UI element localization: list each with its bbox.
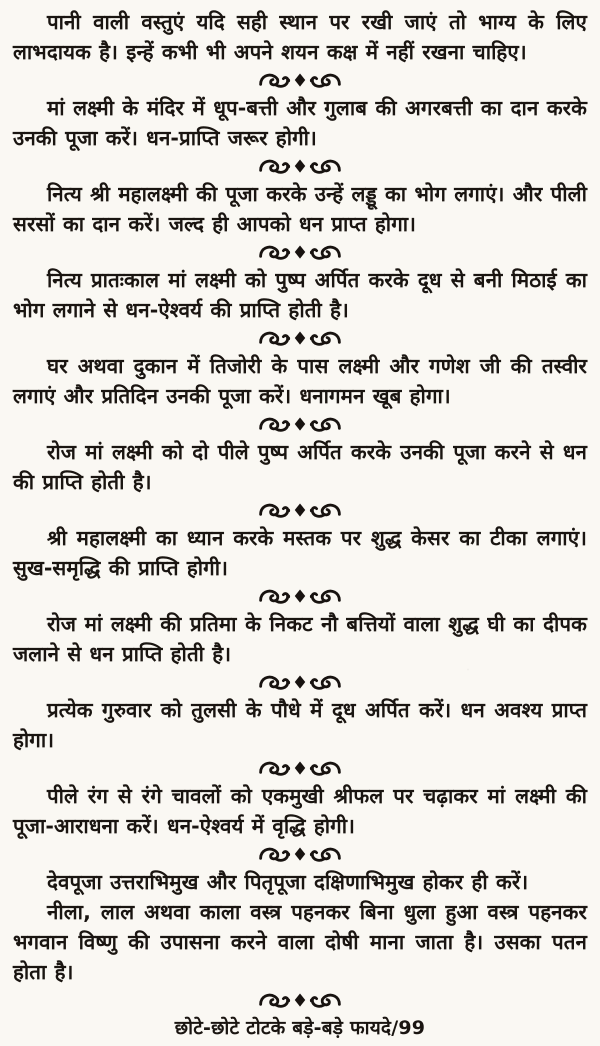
paragraph: नीला, लाल अथवा काला वस्त्र पहनकर बिना धुला हुआ वस्त्र पहनकर भगवान विष्णु की उपासना करने वाला दोषी माना जाता है। उसका पतन होता है।	[13, 900, 587, 984]
right-scroll-ornament	[312, 505, 339, 516]
right-scroll-ornament	[312, 247, 339, 258]
diamond-icon	[295, 761, 306, 774]
paragraph: नित्य श्री महालक्ष्मी की पूजा करके उन्हें लड्डू का भोग लगाएं। और पीली सरसों का दान करें। जल्द ही आपको धन प्राप्त होगा।	[13, 182, 587, 236]
floral-scroll-divider-icon	[258, 990, 342, 1010]
section-divider	[13, 756, 587, 780]
diamond-icon	[295, 417, 306, 430]
section-divider	[13, 670, 587, 694]
paragraph: देवपूजा उत्तराभिमुख और पितृपूजा दक्षिणाभिमुख होकर ही करें।	[47, 870, 529, 894]
left-scroll-ornament	[261, 333, 288, 344]
diamond-icon	[295, 331, 306, 344]
right-scroll-ornament	[312, 849, 339, 860]
floral-scroll-divider-icon	[258, 844, 342, 864]
diamond-icon	[295, 675, 306, 688]
left-scroll-ornament	[261, 849, 288, 860]
left-scroll-ornament	[261, 75, 288, 86]
section-divider	[13, 584, 587, 608]
section-divider	[13, 68, 587, 92]
right-scroll-ornament	[312, 161, 339, 172]
floral-scroll-divider-icon	[258, 242, 342, 262]
floral-scroll-divider-icon	[258, 500, 342, 520]
right-scroll-ornament	[312, 763, 339, 774]
left-scroll-ornament	[261, 161, 288, 172]
right-scroll-ornament	[312, 333, 339, 344]
page-footer	[13, 1014, 587, 1040]
floral-scroll-divider-icon	[258, 70, 342, 90]
section-divider	[13, 240, 587, 264]
paragraph: पानी वाली वस्तुएं यदि सही स्थान पर रखी जाएं तो भाग्य के लिए लाभदायक है। इन्हें कभी भी अपने शयन कक्ष में नहीं रखना चाहिए।	[13, 10, 587, 64]
section-divider	[13, 326, 587, 350]
diamond-icon	[295, 159, 306, 172]
paragraph: नित्य प्रातःकाल मां लक्ष्मी को पुष्प अर्पित करके दूध से बनी मिठाई का भोग लगाने से धन-ऐश्वर्य की प्राप्ति होती है।	[13, 268, 587, 322]
paragraph: प्रत्येक गुरुवार को तुलसी के पौधे में दूध अर्पित करें। धन अवश्य प्राप्त होगा।	[13, 698, 587, 752]
floral-scroll-divider-icon	[258, 586, 342, 606]
section-divider	[13, 842, 587, 866]
section-divider	[13, 498, 587, 522]
right-scroll-ornament	[312, 591, 339, 602]
paragraph: रोज मां लक्ष्मी की प्रतिमा के निकट नौ बत्तियों वाला शुद्ध घी का दीपक जलाने से धन प्राप्ति होती है।	[13, 612, 587, 666]
floral-scroll-divider-icon	[258, 414, 342, 434]
page-text-column	[13, 7, 587, 1013]
section-divider	[13, 988, 587, 1012]
left-scroll-ornament	[261, 505, 288, 516]
right-scroll-ornament	[312, 75, 339, 86]
paragraph: श्री महालक्ष्मी का ध्यान करके मस्तक पर शुद्ध केसर का टीका लगाएं। सुख-समृद्धि की प्राप्ति होगी।	[13, 526, 587, 580]
floral-scroll-divider-icon	[258, 328, 342, 348]
section-divider	[13, 412, 587, 436]
floral-scroll-divider-icon	[258, 156, 342, 176]
paragraph: रोज मां लक्ष्मी को दो पीले पुष्प अर्पित करके उनकी पूजा करने से धन की प्राप्ति होती है।	[13, 440, 587, 494]
diamond-icon	[295, 589, 306, 602]
left-scroll-ornament	[261, 763, 288, 774]
left-scroll-ornament	[261, 247, 288, 258]
floral-scroll-divider-icon	[258, 758, 342, 778]
right-scroll-ornament	[312, 419, 339, 430]
left-scroll-ornament	[261, 677, 288, 688]
floral-scroll-divider-icon	[258, 672, 342, 692]
diamond-icon	[295, 245, 306, 258]
diamond-icon	[295, 503, 306, 516]
right-scroll-ornament	[312, 995, 339, 1006]
diamond-icon	[295, 993, 306, 1006]
left-scroll-ornament	[261, 995, 288, 1006]
paragraph: घर अथवा दुकान में तिजोरी के पास लक्ष्मी और गणेश जी की तस्वीर लगाएं और प्रतिदिन उनकी पूजा करें। धनागमन खूब होगा।	[13, 354, 587, 408]
footer-book-title-and-page-number: छोटे-छोटे टोटके बड़े-बड़े फायदे/99	[174, 1017, 426, 1039]
paragraph: पीले रंग से रंगे चावलों को एकमुखी श्रीफल पर चढ़ाकर मां लक्ष्मी की पूजा-आराधना करें। धन-ऐश्वर्य में वृद्धि होगी।	[13, 784, 587, 838]
right-scroll-ornament	[312, 677, 339, 688]
left-scroll-ornament	[261, 419, 288, 430]
paragraph: मां लक्ष्मी के मंदिर में धूप-बत्ती और गुलाब की अगरबत्ती का दान करके उनकी पूजा करें। धन-प्राप्ति जरूर होगी।	[13, 96, 587, 150]
left-scroll-ornament	[261, 591, 288, 602]
diamond-icon	[295, 73, 306, 86]
section-divider	[13, 154, 587, 178]
diamond-icon	[295, 847, 306, 860]
